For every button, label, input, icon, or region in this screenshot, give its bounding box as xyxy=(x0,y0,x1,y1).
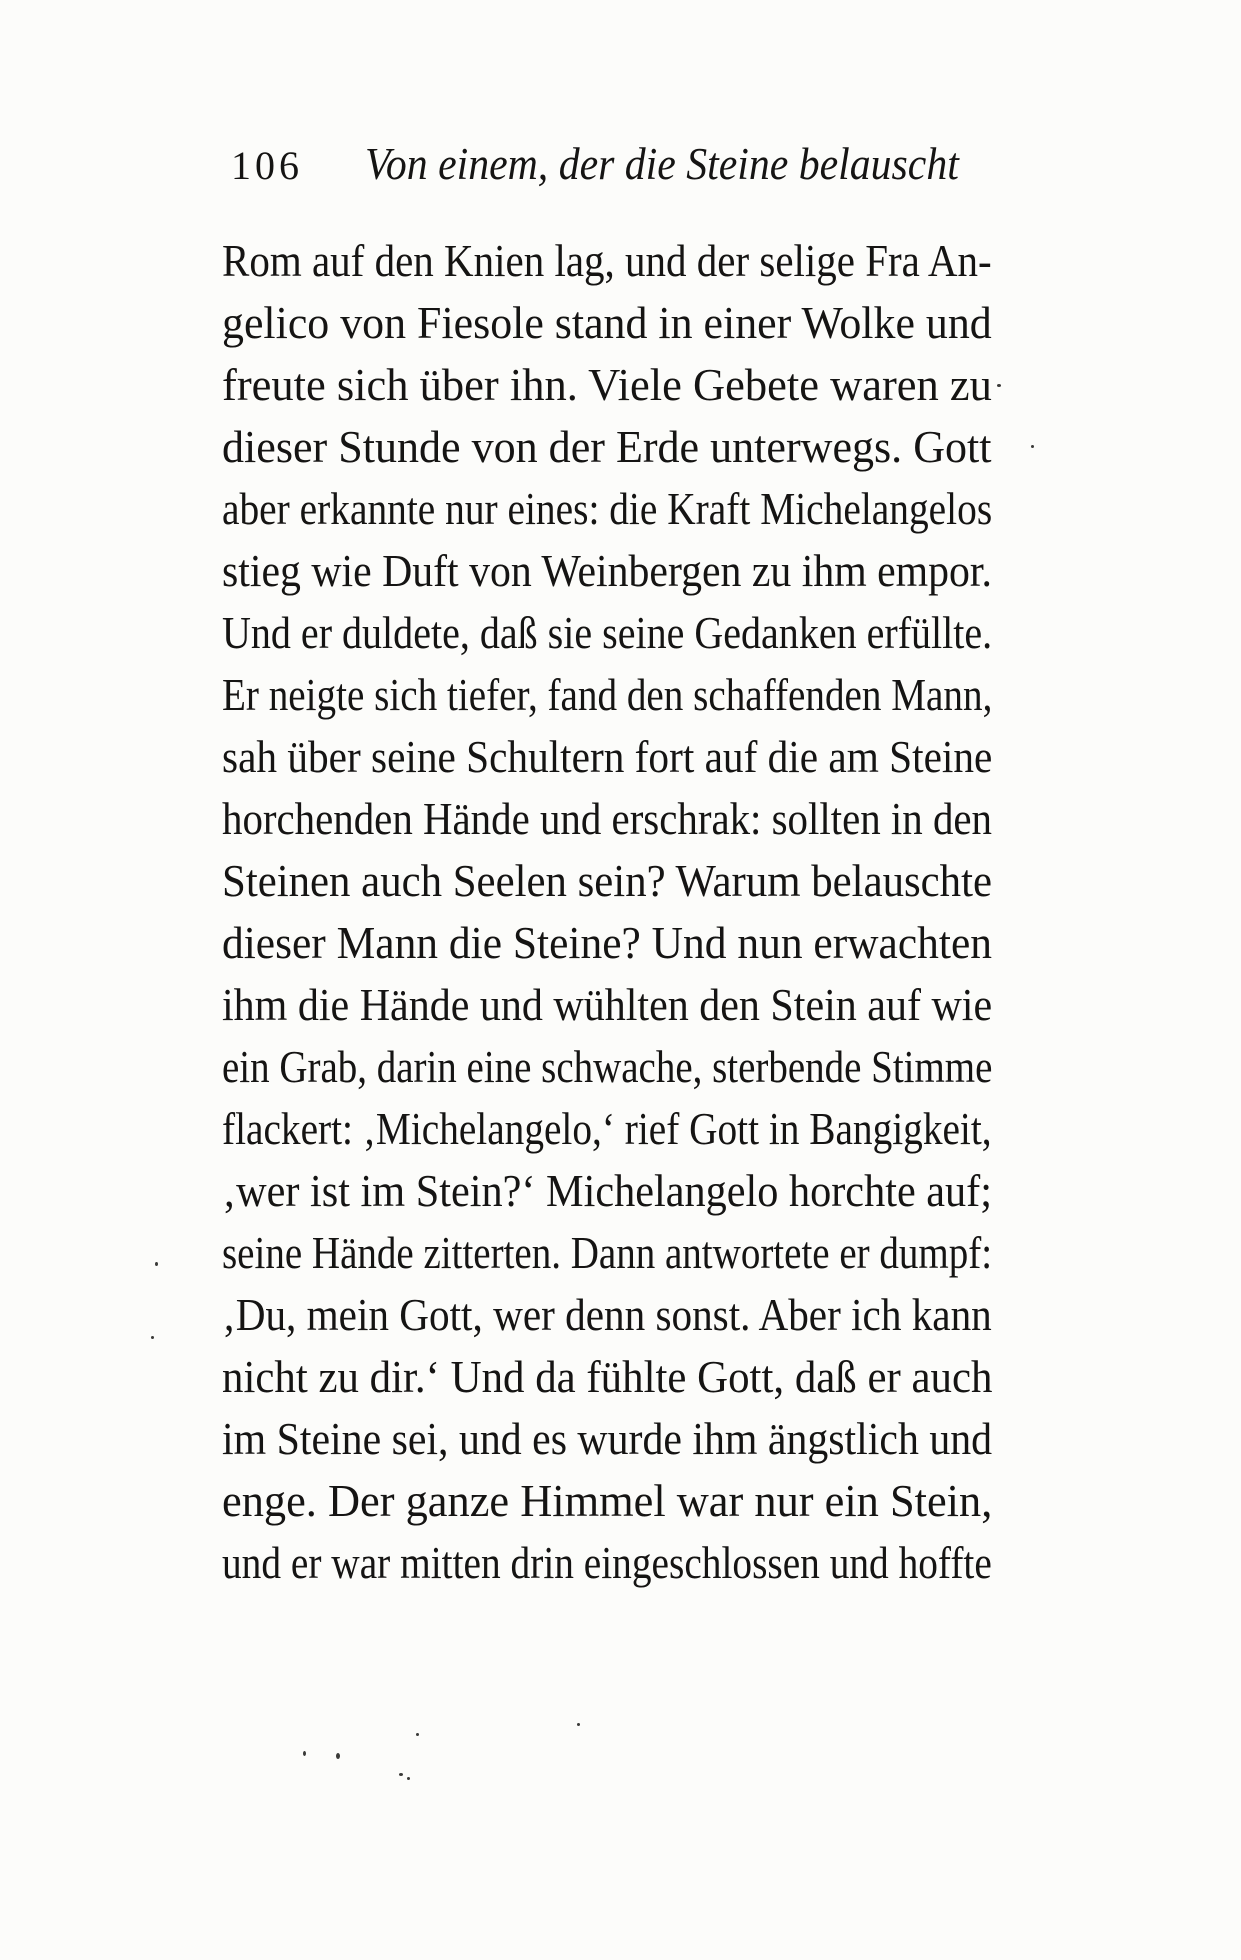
text-line: ein Grab, darin eine schwache, sterbende Stimme xyxy=(222,1041,993,1092)
scan-speck xyxy=(577,1723,580,1726)
scan-speck xyxy=(155,1262,158,1266)
text-line: sah über seine Schultern fort auf die am Steine xyxy=(222,731,993,782)
text-line: aber erkannte nur eines: die Kraft Michelangelos xyxy=(222,483,993,534)
text-line: dieser Mann die Steine? Und nun erwachten xyxy=(222,917,992,968)
scan-speck xyxy=(151,1336,154,1339)
text-line: und er war mitten drin eingeschlossen und hoffte xyxy=(222,1537,992,1588)
running-header xyxy=(231,138,1005,190)
text-line: im Steine sei, und es wurde ihm ängstlich und xyxy=(222,1413,993,1464)
text-line: seine Hände zitterten. Dann antwortete er dumpf: xyxy=(222,1227,993,1278)
text-line: ihm die Hände und wühlten den Stein auf wie xyxy=(222,979,993,1030)
text-line: nicht zu dir.‘ Und da fühlte Gott, daß er auch xyxy=(222,1351,993,1402)
text-line: enge. Der ganze Himmel war nur ein Stein, xyxy=(222,1475,993,1526)
scan-speck xyxy=(416,1733,419,1736)
text-line: freute sich über ihn. Viele Gebete waren zu xyxy=(222,359,992,410)
scan-speck xyxy=(336,1753,340,1759)
body-text xyxy=(222,230,997,1594)
text-line: gelico von Fiesole stand in einer Wolke und xyxy=(222,297,992,348)
text-line: horchenden Hände und erschrak: sollten in den xyxy=(222,793,993,844)
text-line: Und er duldete, daß sie seine Gedanken erfüllte. xyxy=(222,607,993,658)
text-line: ‚Du, mein Gott, wer denn sonst. Aber ich kann xyxy=(222,1289,992,1340)
scan-speck xyxy=(1031,445,1034,448)
text-line: Steinen auch Seelen sein? Warum belauschte xyxy=(222,855,993,906)
text-line: dieser Stunde von der Erde unterwegs. Gott xyxy=(222,421,992,472)
text-line: Er neigte sich tiefer, fand den schaffenden Mann, xyxy=(222,669,993,720)
scan-speck xyxy=(303,1751,306,1756)
text-line: ‚wer ist im Stein?‘ Michelangelo horchte auf; xyxy=(222,1165,992,1216)
text-line: stieg wie Duft von Weinbergen zu ihm empor. xyxy=(222,545,992,596)
scan-speck xyxy=(399,1773,403,1776)
running-title: Von einem, der die Steine belauscht xyxy=(365,139,959,189)
page-number: 106 xyxy=(231,143,303,188)
text-line: flackert: ‚Michelangelo,‘ rief Gott in Bangigkeit, xyxy=(222,1103,992,1154)
scan-speck xyxy=(997,384,1001,387)
text-line: Rom auf den Knien lag, und der selige Fra An- xyxy=(222,235,992,286)
scan-speck xyxy=(407,1777,410,1780)
